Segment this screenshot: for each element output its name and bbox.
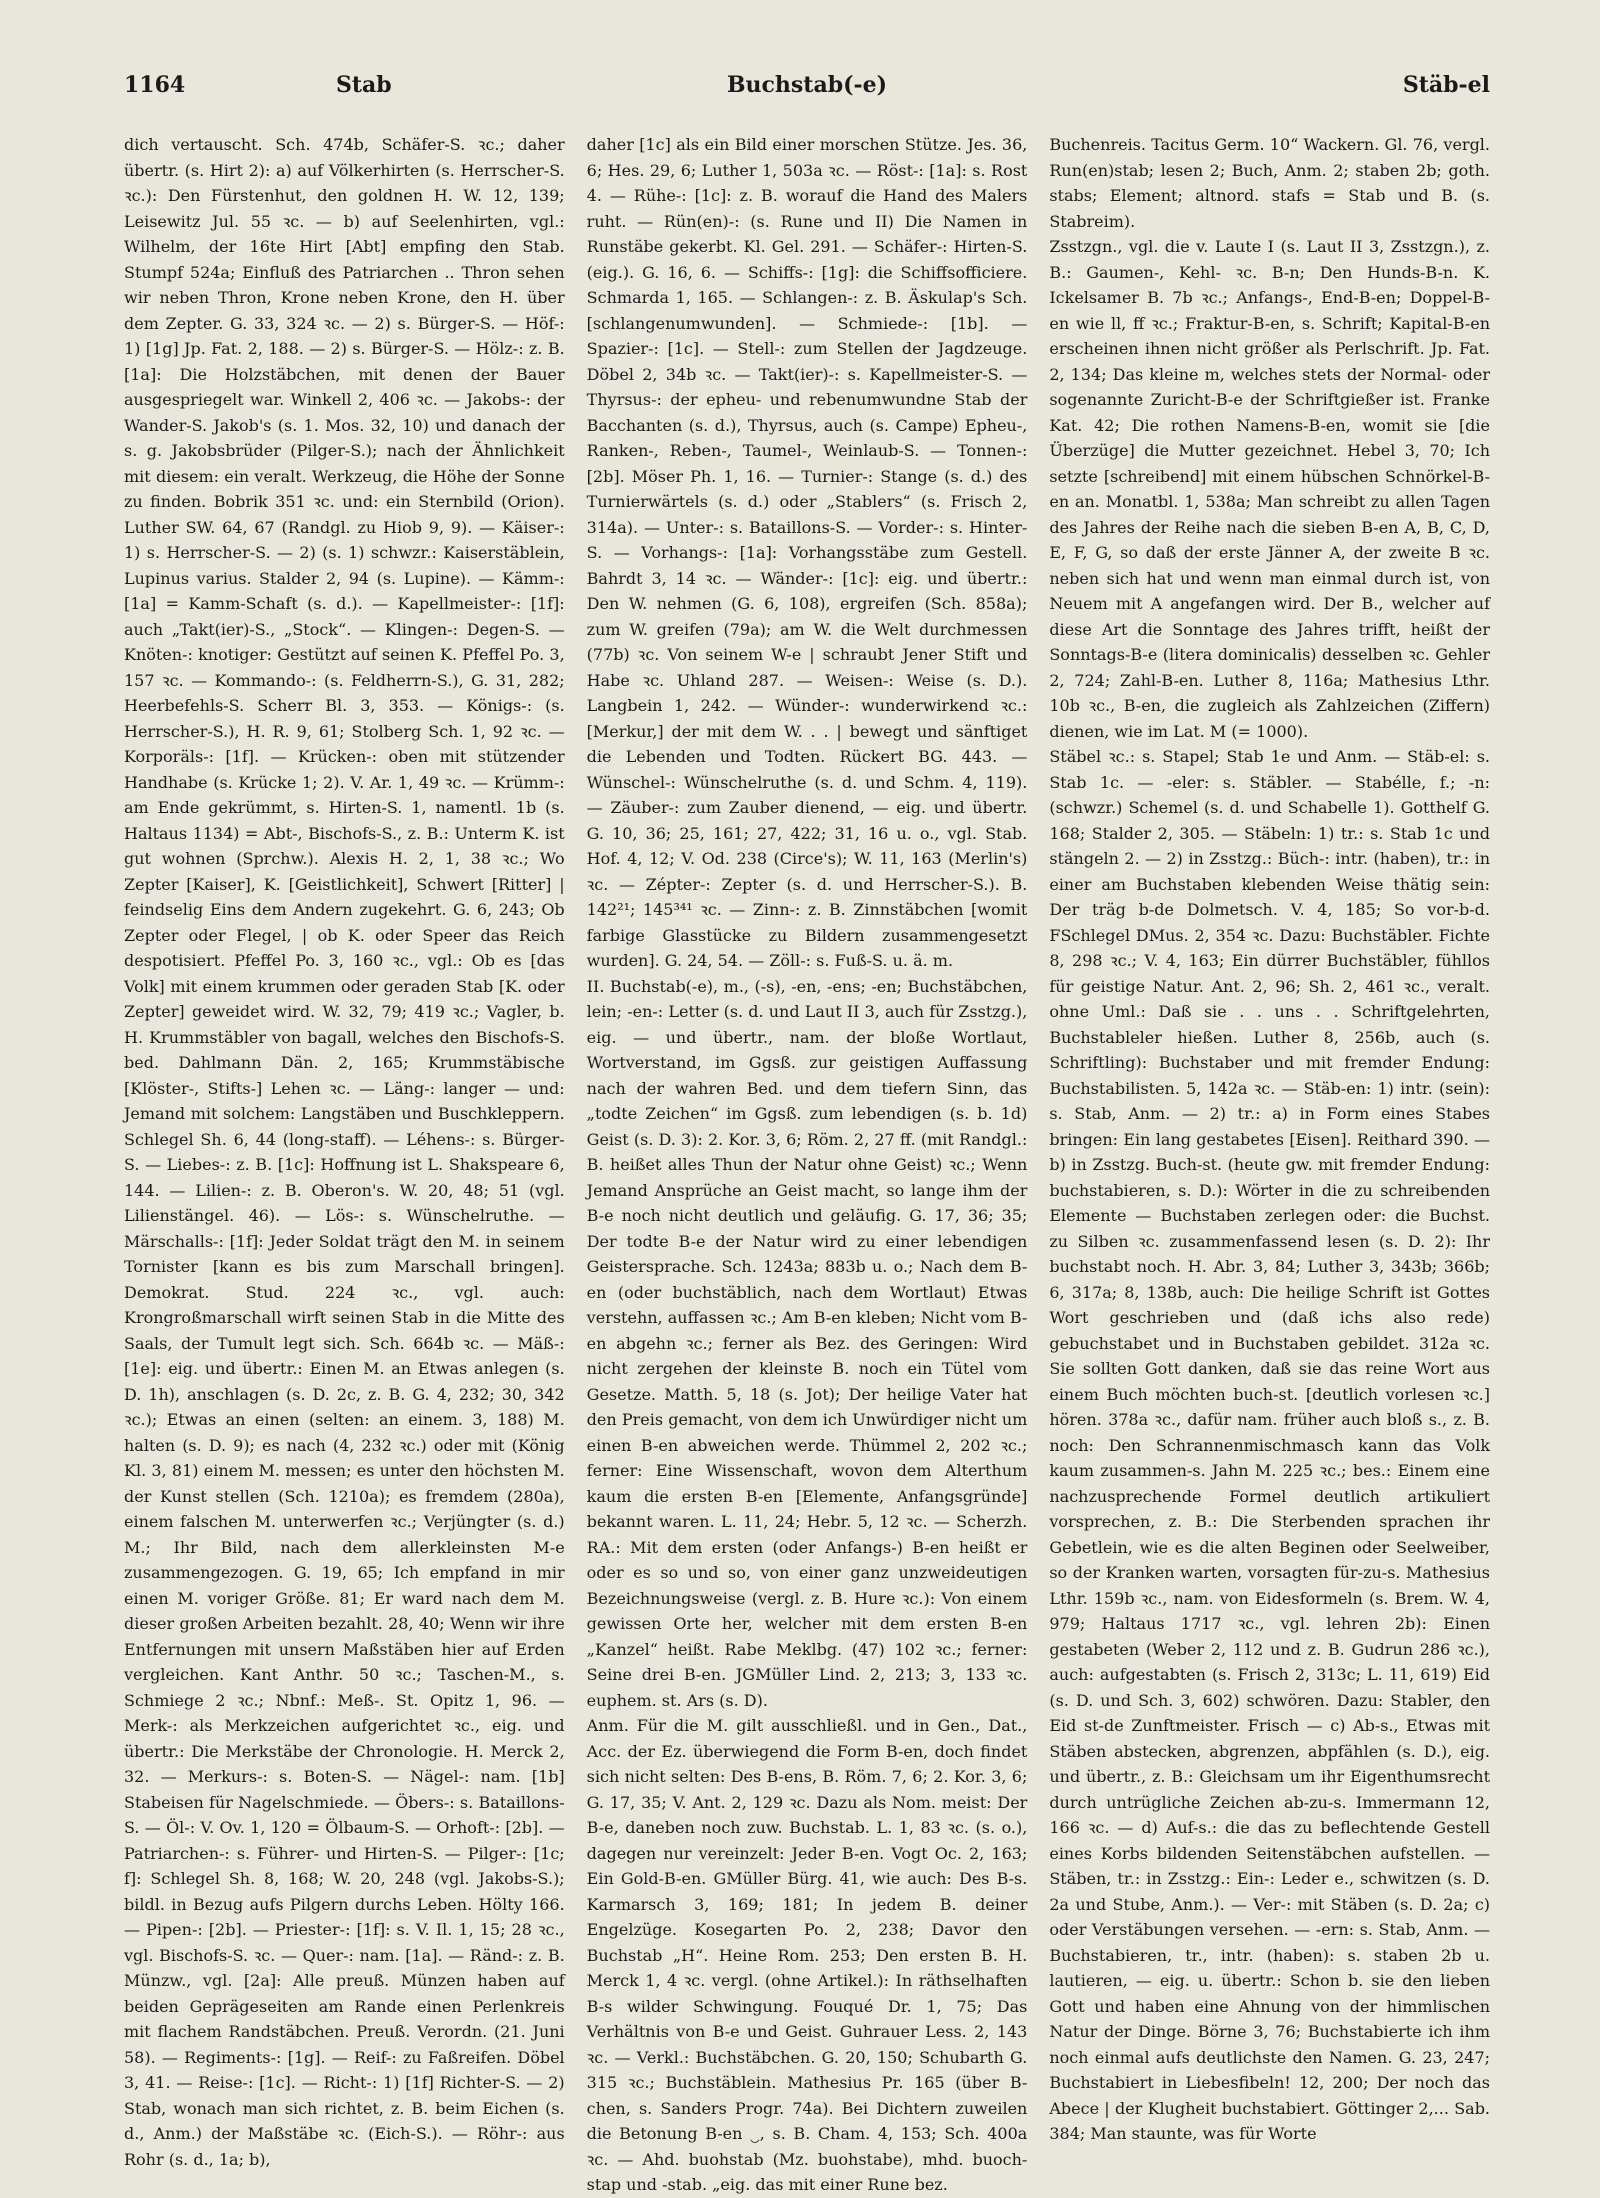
paragraph: Buchenreis. Tacitus Germ. 10“ Wackern. Gl. 76, vergl. Run(en)stab; lesen 2; Buch, Anm. 2; staben 2b; goth. stabs; Element; altnord. stafs = Stab und B. (s. Stabreim).: [1049, 135, 1491, 231]
column-left: [124, 132, 565, 2169]
text-columns: [124, 132, 1491, 2194]
paragraph: II. Buchstab(-e), m., (-s), -en, -ens; -en; Buchstäbchen, lein; -en-: Letter (s. d. und Laut II 3, auch für Zsstzg.), eig. — und übertr., nam. der bloße Wortlaut, Wortverstand, im Ggsß. zur geistigen Auffassung nach der wahren Bed. und dem tiefern Sinn, das „todte Zeichen“ im Ggsß. zum lebendigen (s. b. 1d) Geist (s. D. 3): 2. Kor. 3, 6; Röm. 2, 27 ff. (mit Randgl.: B. heißet alles Thun der Natur ohne Geist) ꝛc.; Wenn Jemand Ansprüche an Geist macht, so lange ihm der B-e noch nicht deutlich und geläufig. G. 17, 36; 35; Der todte B-e der Natur wird zu einer lebendigen Geistersprache. Sch. 1243a; 883b u. o.; Nach dem B-en (oder buchstäblich, nach dem Wortlaut) Etwas verstehn, auffassen ꝛc.; Am B-en kleben; Nicht vom B-en abgehn ꝛc.; ferner als Bez. des Geringen: Wird nicht zergehen der kleinste B. noch ein Tütel vom Gesetze. Matth. 5, 18 (s. Jot); Der heilige Vater hat den Preis gemacht, von dem ich Unwürdiger nicht um einen B-en abweichen werde. Thümmel 2, 202 ꝛc.; ferner: Eine Wissenschaft, wovon dem Alterthum kaum die ersten B-en [Elemente, Anfangsgründe] bekannt waren. L. 11, 24; Hebr. 5, 12 ꝛc. — Scherzh. RA.: Mit dem ersten (oder Anfangs-) B-en heißt er oder es so und so, von einer ganz unzweideutigen Bezeichnungsweise (vergl. z. B. Hure ꝛc.): Von einem gewissen Orte her, welcher mit dem ersten B-en „Kanzel“ heißt. Rabe Meklbg. (47) 102 ꝛc.; ferner: Seine drei B-en. JGMüller Lind. 2, 213; 3, 133 ꝛc. euphem. st. Ars (s. D).: [586, 976, 1028, 1710]
header-left-keyword: Stab: [336, 72, 392, 98]
header-center-keyword: Buchstab(-e): [726, 72, 888, 98]
page-number: 1164: [124, 72, 186, 98]
page-header: [124, 72, 1490, 108]
column-middle: [586, 132, 1028, 2194]
paragraph: dich vertauscht. Sch. 474b, Schäfer-S. ꝛc.; daher übertr. (s. Hirt 2): a) auf Völkerhirten (s. Herrscher-S. ꝛc.): Den Fürstenhut, den goldnen H. W. 12, 139; Leisewitz Jul. 55 ꝛc. — b) auf Seelenhirten, vgl.: Wilhelm, der 16te Hirt [Abt] empfing den Stab. Stumpf 524a; Einfluß des Patriarchen .. Thron sehen wir neben Thron, Krone neben Krone, den H. über dem Zepter. G. 33, 324 ꝛc. — 2) s. Bürger-S. — Höf-: 1) [1g] Jp. Fat. 2, 188. — 2) s. Bürger-S. — Hölz-: z. B. [1a]: Die Holzstäbchen, mit denen der Bauer ausgespriegelt war. Winkell 2, 406 ꝛc. — Jakobs-: der Wander-S. Jakob's (s. 1. Mos. 32, 10) und danach der s. g. Jakobsbrüder (Pilger-S.); nach der Ähnlichkeit mit diesem: ein veralt. Werkzeug, die Höhe der Sonne zu finden. Bobrik 351 ꝛc. und: ein Sternbild (Orion). Luther SW. 64, 67 (Randgl. zu Hiob 9, 9). — Käiser-: 1) s. Herrscher-S. — 2) (s. 1) schwzr.: Kaiserstäblein, Lupinus varius. Stalder 2, 94 (s. Lupine). — Kämm-: [1a] = Kamm-Schaft (s. d.). — Kapellmeister-: [1f]: auch „Takt(ier)-S., „Stock“. — Klingen-: Degen-S. — Knöten-: knotiger: Gestützt auf seinen K. Pfeffel Po. 3, 157 ꝛc. — Kommando-: (s. Feldherrn-S.), G. 31, 282; Heerbefehls-S. Scherr Bl. 3, 353. — Königs-: (s. Herrscher-S.), H. R. 9, 61; Stolberg Sch. 1, 92 ꝛc. — Korporäls-: [1f]. — Krücken-: oben mit stützender Handhabe (s. Krücke 1; 2). V. Ar. 1, 49 ꝛc. — Krümm-: am Ende gekrümmt, s. Hirten-S. 1, namentl. 1b (s. Haltaus 1134) = Abt-, Bischofs-S., z. B.: Unterm K. ist gut wohnen (Sprchw.). Alexis H. 2, 1, 38 ꝛc.; Wo Zepter [Kaiser], K. [Geistlichkeit], Schwert [Ritter] | feindselig Eins dem Andern zugekehrt. G. 6, 243; Ob Zepter oder Flegel, | ob K. oder Speer das Reich despotisiert. Pfeffel Po. 3, 160 ꝛc., vgl.: Ob es [das Volk] mit einem krummen oder geraden Stab [K. oder Zepter] geweidet wird. W. 32, 79; 419 ꝛc.; Vagler, b. H. Krummstäbler von bagall, welches den Bischofs-S. bed. Dahlmann Dän. 2, 165; Krummstäbische [Klöster-, Stifts-] Lehen ꝛc. — Läng-: langer — und: Jemand mit solchem: Langstäben und Buschkleppern. Schlegel Sh. 6, 44 (long-staff). — Léhens-: s. Bürger-S. — Liebes-: z. B. [1c]: Hoffnung ist L. Shakspeare 6, 144. — Lilien-: z. B. Oberon's. W. 20, 48; 51 (vgl. Lilienstängel. 46). — Lös-: s. Wünschelruthe. — Märschalls-: [1f]: Jeder Soldat trägt den M. in seinem Tornister [kann es bis zum Marschall bringen]. Demokrat. Stud. 224 ꝛc., vgl. auch: Krongroßmarschall wirft seinen Stab in die Mitte des Saals, der Tumult legt sich. Sch. 664b ꝛc. — Mäß-: [1e]: eig. und übertr.: Einen M. an Etwas anlegen (s. D. 1h), anschlagen (s. D. 2c, z. B. G. 4, 232; 30, 342 ꝛc.); Etwas an einen (selten: an einem. 3, 188) M. halten (s. D. 9); es nach (4, 232 ꝛc.) oder mit (König Kl. 3, 81) einem M. messen; es unter den höchsten M. der Kunst stellen (Sch. 1210a); es fremdem (280a), einem falschen M. unterwerfen ꝛc.; Verjüngter (s. d.) M.; Ihr Bild, nach dem allerkleinsten M-e zusammengezogen. G. 19, 65; Ich empfand in mir einen M. voriger Größe. 81; Er ward nach dem M. dieser großen Arbeiten bezahlt. 28, 40; Wenn wir ihre Entfernungen mit unsern Maßstäben hier auf Erden vergleichen. Kant Anthr. 50 ꝛc.; Taschen-M., s. Schmiege 2 ꝛc.; Nbnf.: Meß-. St. Opitz 1, 96. — Merk-: als Merkzeichen aufgerichtet ꝛc., eig. und übertr.: Die Merkstäbe der Chronologie. H. Merck 2, 32. — Merkurs-: s. Boten-S. — Nägel-: nam. [1b] Stabeisen für Nagelschmiede. — Öbers-: s. Bataillons-S. — Öl-: V. Ov. 1, 120 = Ölbaum-S. — Orhoft-: [2b]. — Patriarchen-: s. Führer- und Hirten-S. — Pilger-: [1c; f]: Schlegel Sh. 8, 168; W. 20, 248 (vgl. Jakobs-S.); bildl. in Bezug aufs Pilgern durchs Leben. Hölty 166. — Pipen-: [2b]. — Priester-: [1f]: s. V. Il. 1, 15; 28 ꝛc., vgl. Bischofs-S. ꝛc. — Quer-: nam. [1a]. — Ränd-: z. B. Münzw., vgl. [2a]: Alle preuß. Münzen haben auf beiden Geprägeseiten am Rande einen Perlenkreis mit flachem Randstäbchen. Preuß. Verordn. (21. Juni 58). — Regiments-: [1g]. — Reif-: zu Faßreifen. Döbel 3, 41. — Reise-: [1c]. — Richt-: 1) [1f] Richter-S. — 2) Stab, wonach man sich richtet, z. B. beim Eichen (s. d., Anm.) der Maßstäbe ꝛc. (Eich-S.). — Röhr-: aus Rohr (s. d., 1a; b),: [124, 135, 565, 2169]
paragraph: Anm. Für die M. gilt ausschließl. und in Gen., Dat., Acc. der Ez. überwiegend die Form B-en, doch findet sich nicht selten: Des B-ens, B. Röm. 7, 6; 2. Kor. 3, 6; G. 17, 35; V. Ant. 2, 129 ꝛc. Dazu als Nom. meist: Der B-e, daneben noch zuw. Buchstab. L. 1, 83 ꝛc. (s. o.), dagegen nur vereinzelt: Jeder B-en. Vogt Oc. 2, 163; Ein Gold-B-en. GMüller Bürg. 41, wie auch: Des B-s. Karmarsch 3, 169; 181; In jedem B. deiner Engelzüge. Kosegarten Po. 2, 238; Davor den Buchstab „H“. Heine Rom. 253; Den ersten B. H. Merck 1, 4 ꝛc. vergl. (ohne Artikel.): In räthselhaften B-s wilder Schwingung. Fouqué Dr. 1, 75; Das Verhältnis von B-e und Geist. Guhrauer Less. 2, 143 ꝛc. — Verkl.: Buchstäbchen. G. 20, 150; Schubarth G. 315 ꝛc.; Buchstäblein. Mathesius Pr. 165 (über B-chen, s. Sanders Progr. 74a). Bei Dichtern zuweilen die Betonung B-en ‿, s. B. Cham. 4, 153; Sch. 400a ꝛc. — Ahd. buohstab (Mz. buohstabe), mhd. buoch-stap und -stab. „eig. das mit einer Rune bez.: [586, 1716, 1028, 2194]
paragraph: Stäbel ꝛc.: s. Stapel; Stab 1e und Anm. — Stäb-el: s. Stab 1c. — -eler: s. Stäbler. — Stabélle, f.; -n: (schwzr.) Schemel (s. d. und Schabelle 1). Gotthelf G. 168; Stalder 2, 305. — Stäbeln: 1) tr.: s. Stab 1c und stängeln 2. — 2) in Zsstzg.: Büch-: intr. (haben), tr.: in einer am Buchstaben klebenden Weise thätig sein: Der träg b-de Dolmetsch. V. 4, 185; So vor-b-d. FSchlegel DMus. 2, 354 ꝛc. Dazu: Buchstäbler. Fichte 8, 298 ꝛc.; V. 4, 163; Ein dürrer Buchstäbler, fühllos für geistige Natur. Ant. 2, 96; Sh. 2, 461 ꝛc., veralt. ohne Uml.: Daß sie . . uns . . Schriftgelehrten, Buchstableler hießen. Luther 8, 256b, auch (s. Schriftling): Buchstaber und mit fremder Endung: Buchstabilisten. 5, 142a ꝛc. — Stäb-en: 1) intr. (sein): s. Stab, Anm. — 2) tr.: a) in Form eines Stabes bringen: Ein lang gestabetes [Eisen]. Reithard 390. — b) in Zsstzg. Buch-st. (heute gw. mit fremder Endung: buchstabieren, s. D.): Wörter in die zu schreibenden Elemente — Buchstaben zerlegen oder: die Buchst. zu Silben ꝛc. zusammenfassend lesen (s. D. 2): Ihr buchstabt noch. H. Abr. 3, 84; Luther 3, 343b; 366b; 6, 317a; 8, 138b, auch: Die heilige Schrift ist Gottes Wort geschrieben und (daß ichs also rede) gebuchstabet und in Buchstaben gebildet. 312a ꝛc. Sie sollten Gott danken, daß sie das reine Wort aus einem Buch möchten buch-st. [deutlich vorlesen ꝛc.] hören. 378a ꝛc., dafür nam. früher auch bloß s., z. B. noch: Den Schrannenmischmasch kann das Volk kaum zusammen-s. Jahn M. 225 ꝛc.; bes.: Einem eine nachzusprechende Formel deutlich artikuliert vorsprechen, z. B.: Die Sterbenden sprachen ihr Gebetlein, wie es die alten Beginen oder Seelweiber, so der Kranken warten, vorsagten für-zu-s. Mathesius Lthr. 159b ꝛc., nam. von Eidesformeln (s. Brem. W. 4, 979; Haltaus 1717 ꝛc., vgl. lehren 2b): Einen gestabeten (Weber 2, 112 und z. B. Gudrun 286 ꝛc.), auch: aufgestabten (s. Frisch 2, 313c; L. 11, 619) Eid (s. D. und Sch. 3, 602) schwören. Dazu: Stabler, den Eid st-de Zunftmeister. Frisch — c) Ab-s., Etwas mit Stäben abstecken, abgrenzen, abpfählen (s. D.), eig. und übertr., z. B.: Gleichsam um ihr Eigenthumsrecht durch untrügliche Zeichen ab-zu-s. Immermann 12, 166 ꝛc. — d) Auf-s.: die das zu beflechtende Gestell eines Korbs bildenden Seitenstäbchen aufstellen. — Stäben, tr.: in Zsstzg.: Ein-: Leder e., schwitzen (s. D. 2a und Stube, Anm.). — Ver-: mit Stäben (s. D. 2a; c) oder Verstäbungen versehen. — -ern: s. Stab, Anm. — Buchstabieren, tr., intr. (haben): s. staben 2b u. lautieren, — eig. u. übertr.: Schon b. sie den lieben Gott und haben eine Ahnung von der himmlischen Natur der Dinge. Börne 3, 76; Buchstabierte ich ihm noch einmal aufs deutlichste den Namen. G. 23, 247; Buchstabiert in Liebesfibeln! 12, 200; Der noch das Abece | der Klugheit buchstabiert. Göttinger 2,... Sab. 384; Man staunte, was für Worte: [1049, 747, 1491, 2143]
column-right: [1049, 132, 1491, 2143]
paragraph: daher [1c] als ein Bild einer morschen Stütze. Jes. 36, 6; Hes. 29, 6; Luther 1, 503a ꝛc. — Röst-: [1a]: s. Rost 4. — Rühe-: [1c]: z. B. worauf die Hand des Malers ruht. — Rün(en)-: (s. Rune und II) Die Namen in Runstäbe gekerbt. Kl. Gel. 291. — Schäfer-: Hirten-S. (eig.). G. 16, 6. — Schiffs-: [1g]: die Schiffsofficiere. Schmarda 1, 165. — Schlangen-: z. B. Äskulap's Sch. [schlangenumwunden]. — Schmiede-: [1b]. — Spazier-: [1c]. — Stell-: zum Stellen der Jagdzeuge. Döbel 2, 34b ꝛc. — Takt(ier)-: s. Kapellmeister-S. — Thyrsus-: der epheu- und rebenumwundne Stab der Bacchanten (s. d.), Thyrsus, auch (s. Campe) Epheu-, Ranken-, Reben-, Taumel-, Weinlaub-S. — Tonnen-: [2b]. Möser Ph. 1, 16. — Turnier-: Stange (s. d.) des Turnierwärtels (s. d.) oder „Stablers“ (s. Frisch 2, 314a). — Unter-: s. Bataillons-S. — Vorder-: s. Hinter-S. — Vorhangs-: [1a]: Vorhangsstäbe zum Gestell. Bahrdt 3, 14 ꝛc. — Wänder-: [1c]: eig. und übertr.: Den W. nehmen (G. 6, 108), ergreifen (Sch. 858a); zum W. greifen (79a); am W. die Welt durchmessen (77b) ꝛc. Von seinem W-e | schraubt Jener Stift und Habe ꝛc. Uhland 287. — Weisen-: Weise (s. D.). Langbein 1, 242. — Wünder-: wunderwirkend ꝛc.: [Merkur,] der mit dem W. . . | bewegt und sänftiget die Lebenden und Todten. Rückert BG. 443. — Wünschel-: Wünschelruthe (s. d. und Schm. 4, 119). — Zäuber-: zum Zauber dienend, — eig. und übertr. G. 10, 36; 25, 161; 27, 422; 31, 16 u. o., vgl. Stab. Hof. 4, 12; V. Od. 238 (Circe's); W. 11, 163 (Merlin's) ꝛc. — Zépter-: Zepter (s. d. und Herrscher-S.). B. 142²¹; 145³⁴¹ ꝛc. — Zinn-: z. B. Zinnstäbchen [womit farbige Glasstücke zu Bildern zusammengesetzt wurden]. G. 24, 54. — Zöll-: s. Fuß-S. u. ä. m.: [586, 135, 1028, 970]
header-right-keyword: Stäb-el: [1402, 72, 1490, 98]
paragraph: Zsstzgn., vgl. die v. Laute I (s. Laut II 3, Zsstzgn.), z. B.: Gaumen-, Kehl- ꝛc. B-n; Den Hunds-B-n. K. Ickelsamer B. 7b ꝛc.; Anfangs-, End-B-en; Doppel-B-en wie ll, ff ꝛc.; Fraktur-B-en, s. Schrift; Kapital-B-en erscheinen ihnen nicht größer als Perlschrift. Jp. Fat. 2, 134; Das kleine m, welches stets der Normal- oder sogenannte Zuricht-B-e der Schriftgießer ist. Franke Kat. 42; Die rothen Namens-B-en, womit sie [die Überzüge] die Mutter gezeichnet. Hebel 3, 70; Ich setzte [schreibend] mit einem hübschen Schnörkel-B-en an. Monatbl. 1, 538a; Man schreibt zu allen Tagen des Jahres der Reihe nach die sieben B-en A, B, C, D, E, F, G, so daß der erste Jänner A, der zweite B ꝛc. neben sich hat und wenn man einmal durch ist, von Neuem mit A angefangen wird. Der B., welcher auf diese Art die Sonntage des Jahres trifft, heißt der Sonntags-B-e (litera dominicalis) desselben ꝛc. Gehler 2, 724; Zahl-B-en. Luther 8, 116a; Mathesius Lthr. 10b ꝛc., B-en, die zugleich als Zahlzeichen (Ziffern) dienen, wie im Lat. M (= 1000).: [1049, 237, 1491, 741]
